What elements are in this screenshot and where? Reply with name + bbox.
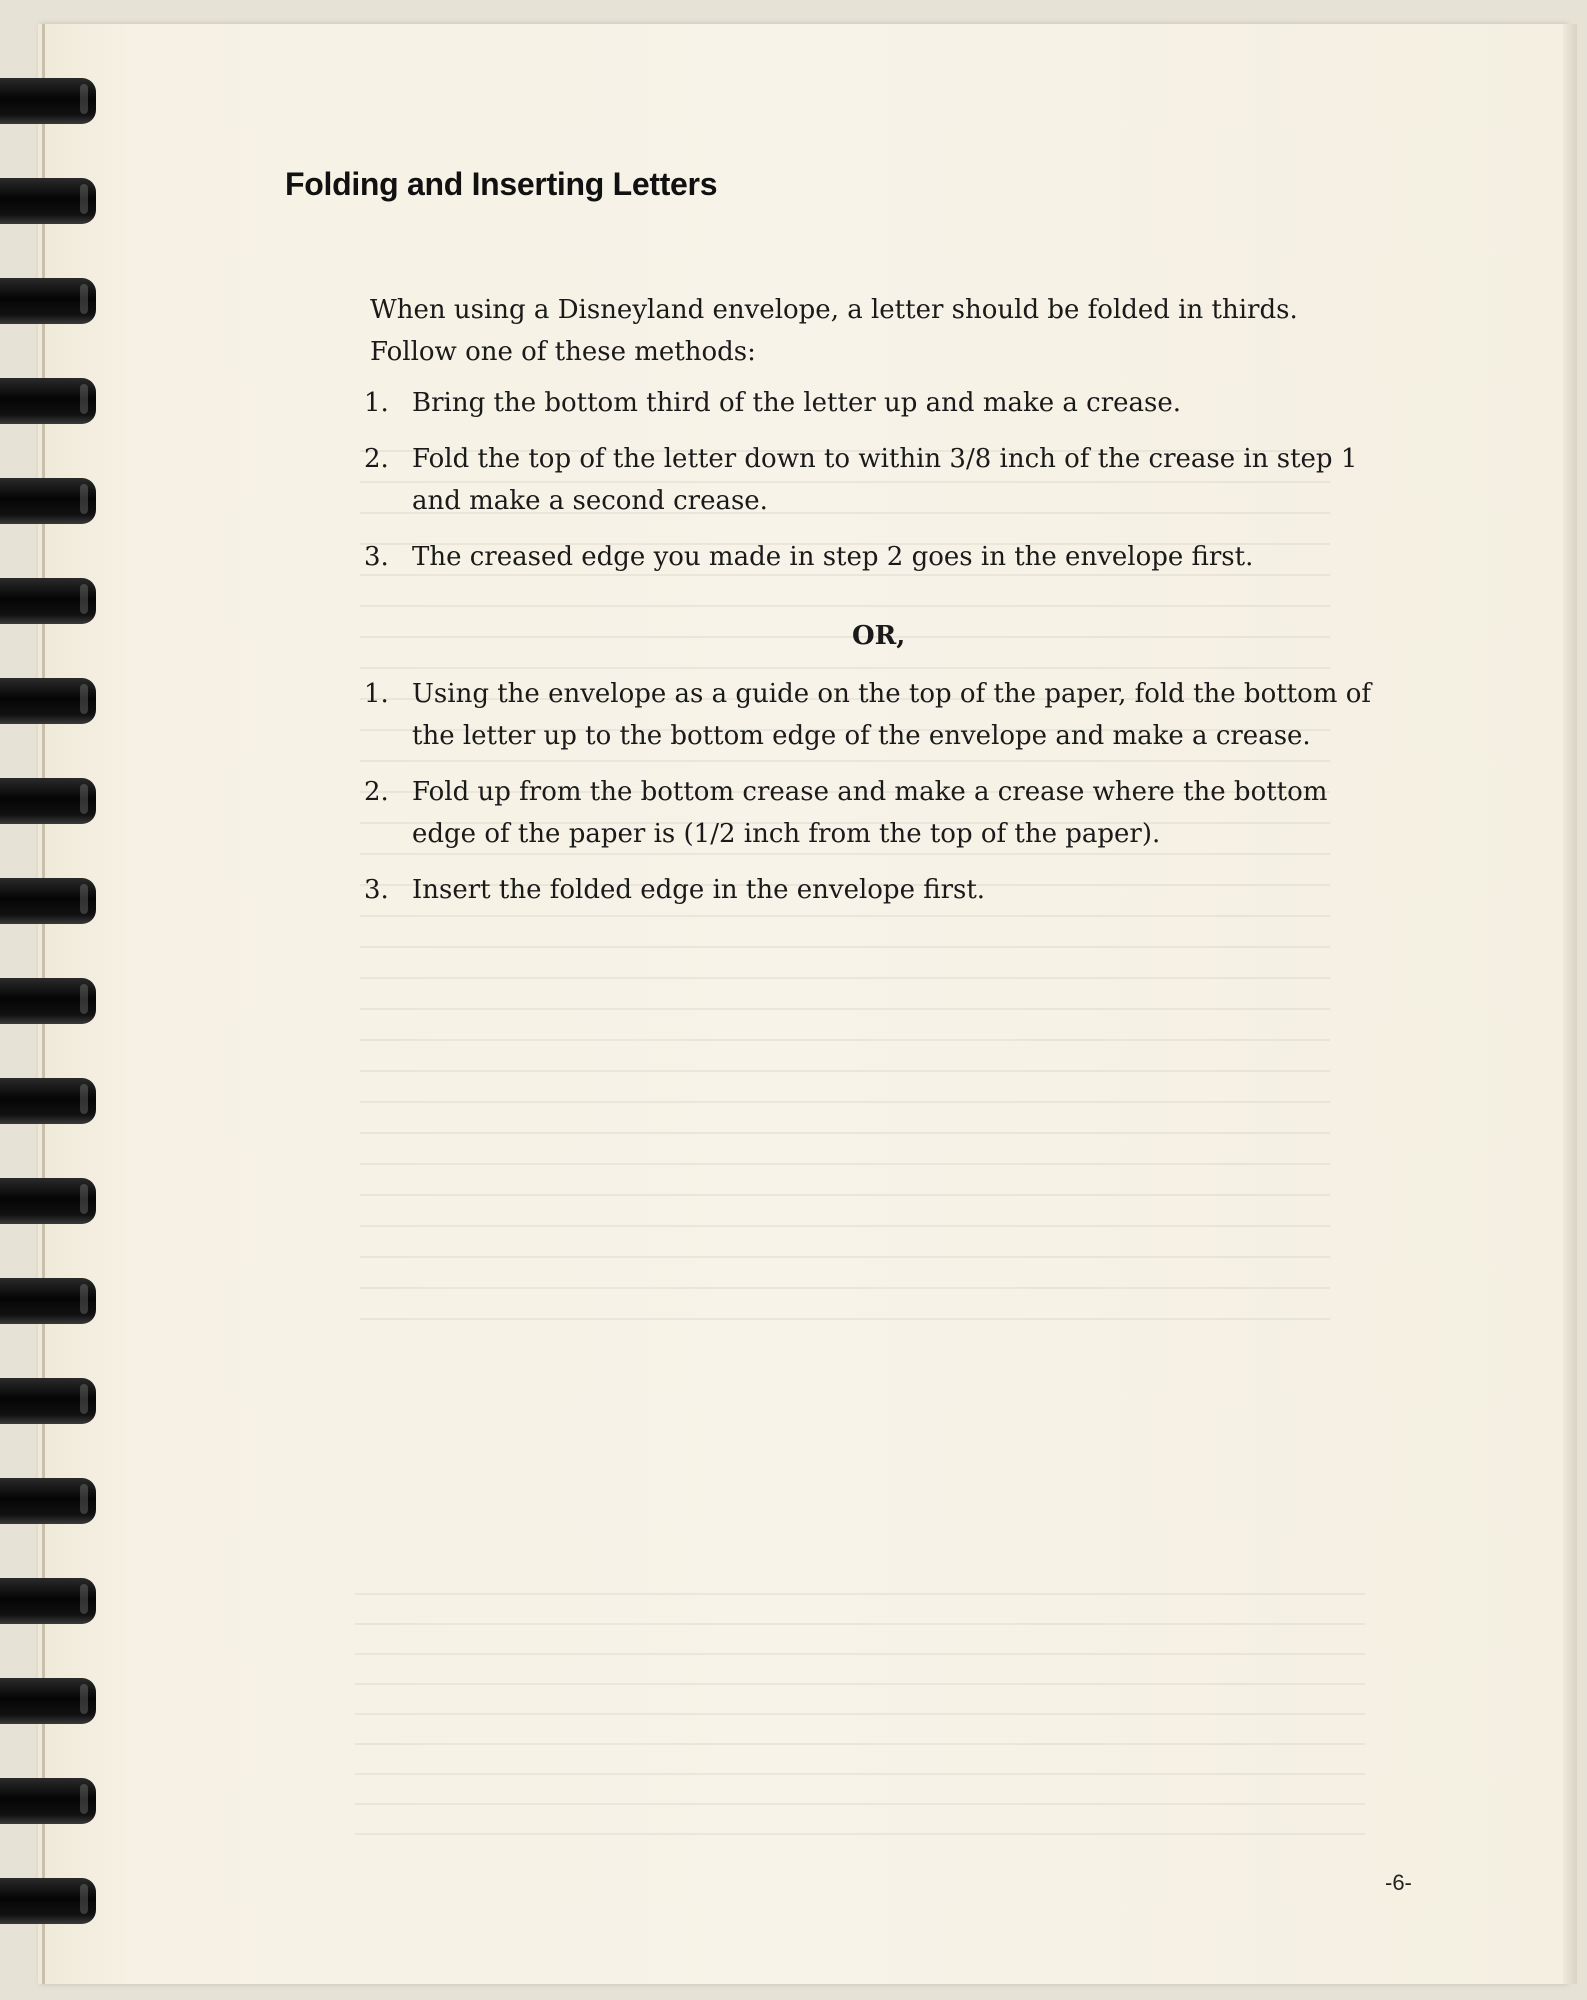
binding-ring [0, 378, 96, 424]
step-number: 2. [364, 444, 389, 474]
binding-ring [0, 1178, 96, 1224]
step-text: Fold up from the bottom crease and make a crease where the bottom edge of the paper is (1/2 inch from the top of the paper). [412, 777, 1328, 849]
binding-ring [0, 1878, 96, 1924]
binding-ring [0, 78, 96, 124]
list-item [360, 673, 1380, 757]
or-separator: OR, [852, 621, 906, 651]
binding-ring [0, 878, 96, 924]
list-item [360, 438, 1380, 522]
list-item [360, 771, 1380, 855]
step-text: Insert the folded edge in the envelope first. [412, 875, 986, 905]
page-title: Folding and Inserting Letters [285, 166, 718, 202]
intro-paragraph: When using a Disneyland envelope, a letter should be folded in thirds. Follow one of these methods: [370, 295, 1298, 367]
binding-ring [0, 1378, 96, 1424]
list-item [360, 536, 1380, 578]
binding-ring [0, 1578, 96, 1624]
binding-ring [0, 578, 96, 624]
step-number: 3. [364, 875, 389, 905]
binding-ring [0, 1078, 96, 1124]
page-stack-edge [1563, 24, 1577, 1984]
step-number: 1. [364, 388, 389, 418]
step-number: 3. [364, 542, 389, 572]
binding-ring [0, 1678, 96, 1724]
method-two-steps [360, 673, 1380, 925]
binding-ring [0, 478, 96, 524]
step-text: Bring the bottom third of the letter up and make a crease. [412, 388, 1182, 418]
page-number: -6- [1385, 1870, 1412, 1895]
list-item [360, 869, 1380, 911]
binding-ring [0, 1278, 96, 1324]
binding-ring [0, 778, 96, 824]
step-number: 2. [364, 777, 389, 807]
binding-ring [0, 978, 96, 1024]
binding-ring [0, 178, 96, 224]
binding-ring [0, 678, 96, 724]
binding-ring [0, 278, 96, 324]
binding-ring [0, 1478, 96, 1524]
step-text: Using the envelope as a guide on the top of the paper, fold the bottom of the letter up to the bottom edge of the envelope and make a crease. [412, 679, 1371, 751]
binding-ring [0, 1778, 96, 1824]
step-number: 1. [364, 679, 389, 709]
step-text: Fold the top of the letter down to within 3/8 inch of the crease in step 1 and make a second crease. [412, 444, 1358, 516]
method-one-steps [360, 382, 1380, 592]
spiral-binding [0, 0, 110, 2000]
step-text: The creased edge you made in step 2 goes in the envelope first. [412, 542, 1254, 572]
list-item [360, 382, 1380, 424]
